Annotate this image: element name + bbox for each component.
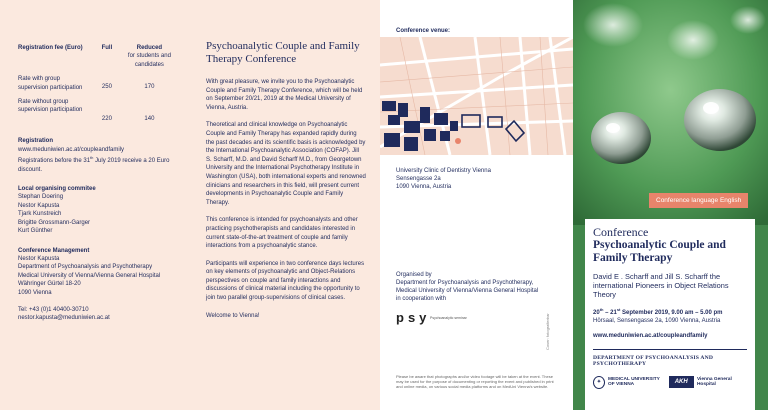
fee-row bbox=[18, 75, 172, 92]
registration-link[interactable]: www.meduniwien.ac.at/coupleandfamily bbox=[18, 146, 125, 153]
fee-row-full: 220 bbox=[101, 116, 112, 123]
fee-row-reduced: 170 bbox=[144, 84, 155, 91]
fee-header-reduced-note: for students and candidates bbox=[127, 53, 171, 68]
fee-header-label: Registration fee (Euro) bbox=[18, 45, 83, 51]
venue-line: Sensengasse 2a bbox=[396, 176, 441, 182]
registration-section bbox=[18, 137, 172, 174]
management-line: Nestor Kapusta bbox=[18, 255, 60, 262]
venue-line: 1090 Vienna, Austria bbox=[396, 184, 452, 190]
cover-title: Psychoanalytic Couple and Family Therapy bbox=[593, 239, 726, 264]
intro-paragraph: Welcome to Vienna! bbox=[206, 312, 260, 319]
venue-panel bbox=[380, 0, 573, 410]
management-line: Medical University of Vienna/Vienna General Hospital bbox=[18, 272, 161, 279]
psy-logo-caption: Psychoanalytic seminar bbox=[430, 316, 467, 320]
fee-row-reduced: 140 bbox=[144, 116, 155, 123]
fee-row-full: 250 bbox=[101, 84, 112, 91]
intro-paragraph: This conference is intended for psychoanalysts and other practicing psychotherapists and candidates interested in current state-of-the-art treatment of couple and family interactions from a psychoanalytic stance. bbox=[206, 217, 358, 250]
fee-row-label: Rate without group supervision participation bbox=[18, 99, 83, 114]
medical-university-seal-icon: ✦ bbox=[593, 376, 605, 389]
intro-title: Psychoanalytic Couple and Family Therapy Conference bbox=[206, 40, 360, 65]
intro-paragraph: Participants will experience in two conference days lectures on key elements of psychoanalytic and Object-Relations perspectives on couple and family interactions and discussions of clinical material including the opportunity to join two parallel group-supervisions of clinical cases. bbox=[206, 260, 365, 302]
management-line: 1090 Vienna bbox=[18, 289, 52, 296]
venue-label: Conference venue: bbox=[396, 28, 451, 34]
cover-place: Hörsaal, Sensengasse 2a, 1090 Vienna, Austria bbox=[593, 318, 721, 324]
organiser-line: Department for Psychoanalysis and Psychotherapy, bbox=[396, 280, 534, 286]
fees-panel bbox=[0, 0, 190, 410]
cover-card bbox=[585, 219, 755, 410]
cover-speakers: David E . Scharff and Jill S. Scharff the international Pioneers in Object Relations Theory bbox=[593, 272, 729, 299]
management-heading: Conference Management bbox=[18, 247, 90, 254]
intro-paragraph: With great pleasure, we invite you to the Psychoanalytic Couple and Family Therapy Conference, which will be held on September 20/21, 2019 at the Medical University of Vienna, Austria. bbox=[206, 79, 363, 111]
organiser-line: in cooperation with bbox=[396, 296, 447, 302]
sponsor-logos bbox=[593, 376, 747, 389]
registration-discount-note: Registrations before the 31th July 2019 receive a 20 Euro discount. bbox=[18, 155, 170, 173]
psy-logo: psy bbox=[396, 310, 431, 325]
committee-member: Kurt Günther bbox=[18, 228, 53, 235]
committee-section bbox=[18, 185, 172, 235]
committee-member: Brigitte Grossmann-Garger bbox=[18, 219, 91, 226]
department-name: DEPARTMENT OF PSYCHOANALYSIS AND PSYCHOTHERAPY bbox=[593, 349, 747, 368]
cover-url[interactable]: www.meduniwien.ac.at/coupleandfamily bbox=[593, 333, 708, 339]
cover-kicker: Conference bbox=[593, 225, 649, 239]
committee-heading: Local organising commitee bbox=[18, 186, 96, 193]
fee-row-label: Rate with group supervision participation bbox=[18, 76, 83, 91]
akh-logo-text: Vienna General Hospital bbox=[696, 376, 732, 388]
medical-university-logo-text: MEDICAL UNIVERSITY OF VIENNA bbox=[608, 376, 660, 388]
language-badge: Conference language English bbox=[649, 193, 748, 208]
intro-panel bbox=[190, 0, 380, 410]
organiser-line: Medical University of Vienna/Vienna General Hospital bbox=[396, 288, 539, 294]
management-line: Department of Psychoanalysis and Psychotherapy bbox=[18, 264, 153, 271]
committee-member: Nestor Kapusta bbox=[18, 202, 60, 209]
registration-heading: Registration bbox=[18, 138, 54, 145]
management-line: Währinger Gürtel 18-20 bbox=[18, 281, 81, 288]
intro-paragraph: Theoretical and clinical knowledge on Psychoanalytic Couple and Family Therapy has expanded rapidly during the past decades and its scientific basis is acknowledged by the International Psychoanalytic Association (COFAP). Jill S. Scharff, M.D. and David Scharff M.D., from Georgetown University and the International Psychotherapy Institute in Washington (USA), both international experts and renowned clinicians and researchers in this field, will present current developments in Psychoanalytic Couple and Family Therapy. bbox=[206, 122, 366, 206]
fee-header-reduced bbox=[127, 44, 172, 69]
organiser-line: Organised by bbox=[396, 272, 432, 278]
cover-date: 20th – 21st September 2019, 9.00 am – 5.00 pm bbox=[593, 307, 723, 316]
fee-header-full: Full bbox=[101, 45, 113, 51]
committee-member: Stephan Doering bbox=[18, 194, 64, 201]
organiser-block bbox=[396, 271, 538, 303]
photo-disclaimer: Please be aware that photographs and/or video footage will be taken at the event. These may be used for the purpose of documenting or reporting the event and published in print and online media, on various social media platforms and on MedUni Vienna's website. bbox=[396, 374, 554, 389]
photo-credit: Cover: fotografierbar bbox=[545, 313, 550, 350]
management-email[interactable]: nestor.kapusta@meduniwien.ac.at bbox=[18, 315, 110, 322]
committee-member: Tjark Kunstreich bbox=[18, 211, 62, 218]
fee-row bbox=[18, 98, 172, 123]
water-drops-photo bbox=[573, 0, 768, 225]
fee-table-header bbox=[18, 44, 172, 69]
venue-line: University Clinic of Dentistry Vienna bbox=[396, 168, 491, 174]
fee-header-reduced-title: Reduced bbox=[136, 45, 163, 51]
management-phone[interactable]: Tel: +43 (0)1 40400-30710 bbox=[18, 306, 89, 313]
venue-map bbox=[380, 37, 573, 155]
venue-address bbox=[396, 167, 491, 191]
management-section bbox=[18, 247, 172, 323]
cover-panel bbox=[573, 0, 768, 410]
akh-logo-icon: AKH bbox=[669, 376, 694, 388]
